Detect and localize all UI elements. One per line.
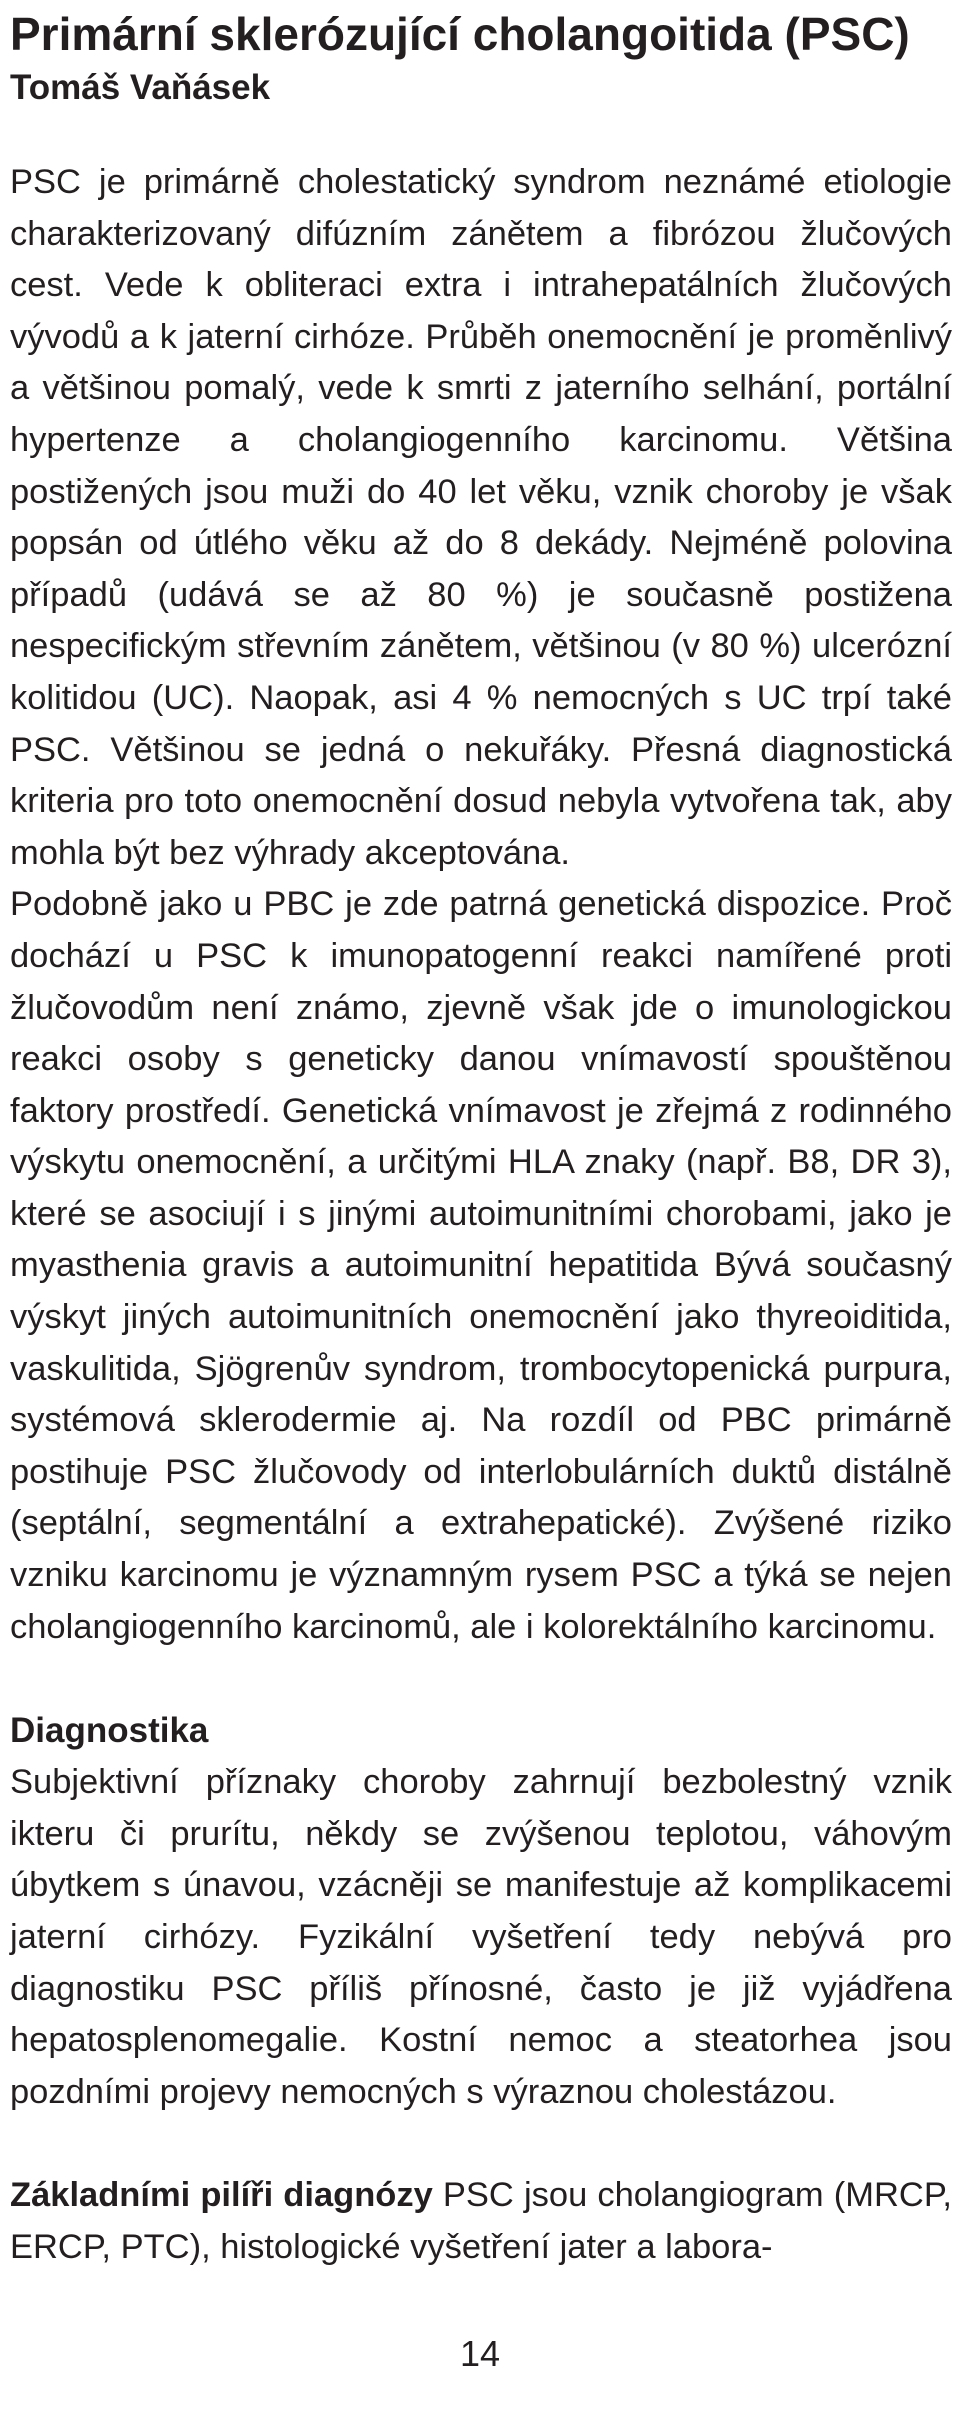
page-number: 14	[459, 2333, 501, 2374]
author-name: Tomáš Vaňásek	[10, 68, 271, 107]
title-text: Primární sklerózující cholangoitida (PSC)	[10, 8, 910, 60]
diagnostics-heading: Diagnostika	[10, 1711, 209, 1751]
pillars-bold-text: Základními pilíři diagnózy	[10, 2176, 433, 2215]
genetics-paragraph: Podobně jako u PBC je zde patrná genetická dispozice. Proč dochází u PSC k imunopatogenní reakci namířené proti žlučovodům není známo, zjevně však jde o imunologickou reakci osoby s geneticky danou vnímavostí spouštěnou faktory prostředí. Genetická vnímavost je zřejmá z rodinného výskytu onemocnění, a určitými HLA znaky (např. B8, DR 3), které se asociují i s jinými autoimunitními chorobami, jako je myasthenia gravis a autoimunitní hepatitida Bývá současný výskyt jiných autoimunitních onemocnění jako thyreoiditida, vaskulitida, Sjögrenův syndrom, trombocytopenická purpura, systémová sklerodermie aj. Na rozdíl od PBC primárně postihuje PSC žlučovody od interlobulárních duktů distálně (septální, segmentální a extrahepatické). Zvýšené riziko vzniku karcinomu je významným rysem PSC a týká se nejen cholangiogenního karcinomů, ale i kolorektálního karcinomu.	[10, 885, 952, 1646]
pillars-paragraph	[10, 2170, 952, 2273]
diagnostics-paragraph: Subjektivní příznaky choroby zahrnují bezbolestný vznik ikteru či prurítu, někdy se zvýšenou teplotou, váhovým úbytkem s únavou, vzácněji se manifestuje až komplikacemi jaterní cirhózy. Fyzikální vyšetření tedy nebývá pro diagnostiku PSC příliš přínosné, často je již vyjádřena hepatosplenomegalie. Kostní nemoc a steatorhea jsou pozdními projevy nemocných s výraznou cholestázou.	[10, 1763, 952, 2111]
pillars-text: PSC jsou cholangiogram (MRCP, ERCP, PTC), histologické vyšetření jater a labora-	[10, 2176, 952, 2266]
document-page	[10, 0, 952, 2274]
document-title	[10, 2, 952, 66]
intro-paragraph: PSC je primárně cholestatický syndrom neznámé etiologie charakterizovaný difúzním zánětem a fibrózou žlučových cest. Vede k obliteraci extra i intrahepatálních žlučových vývodů a k jaterní cirhóze. Průběh onemocnění je proměnlivý a většinou pomalý, vede k smrti z jaterního selhání, portální hypertenze a cholangiogenního karcinomu. Většina postižených jsou muži do 40 let věku, vznik choroby je však popsán od útlého věku až do 8 dekády. Nejméně polovina případů (udává se až 80 %) je současně postižena nespecifickým střevním zánětem, většinou (v 80 %) ulcerózní kolitidou (UC). Naopak, asi 4 % nemocných s UC trpí také PSC. Většinou se jedná o nekuřáky. Přesná diagnostická kriteria pro toto onemocnění dosud nebyla vytvořena tak, aby mohla být bez výhrady akceptována.	[10, 163, 952, 872]
